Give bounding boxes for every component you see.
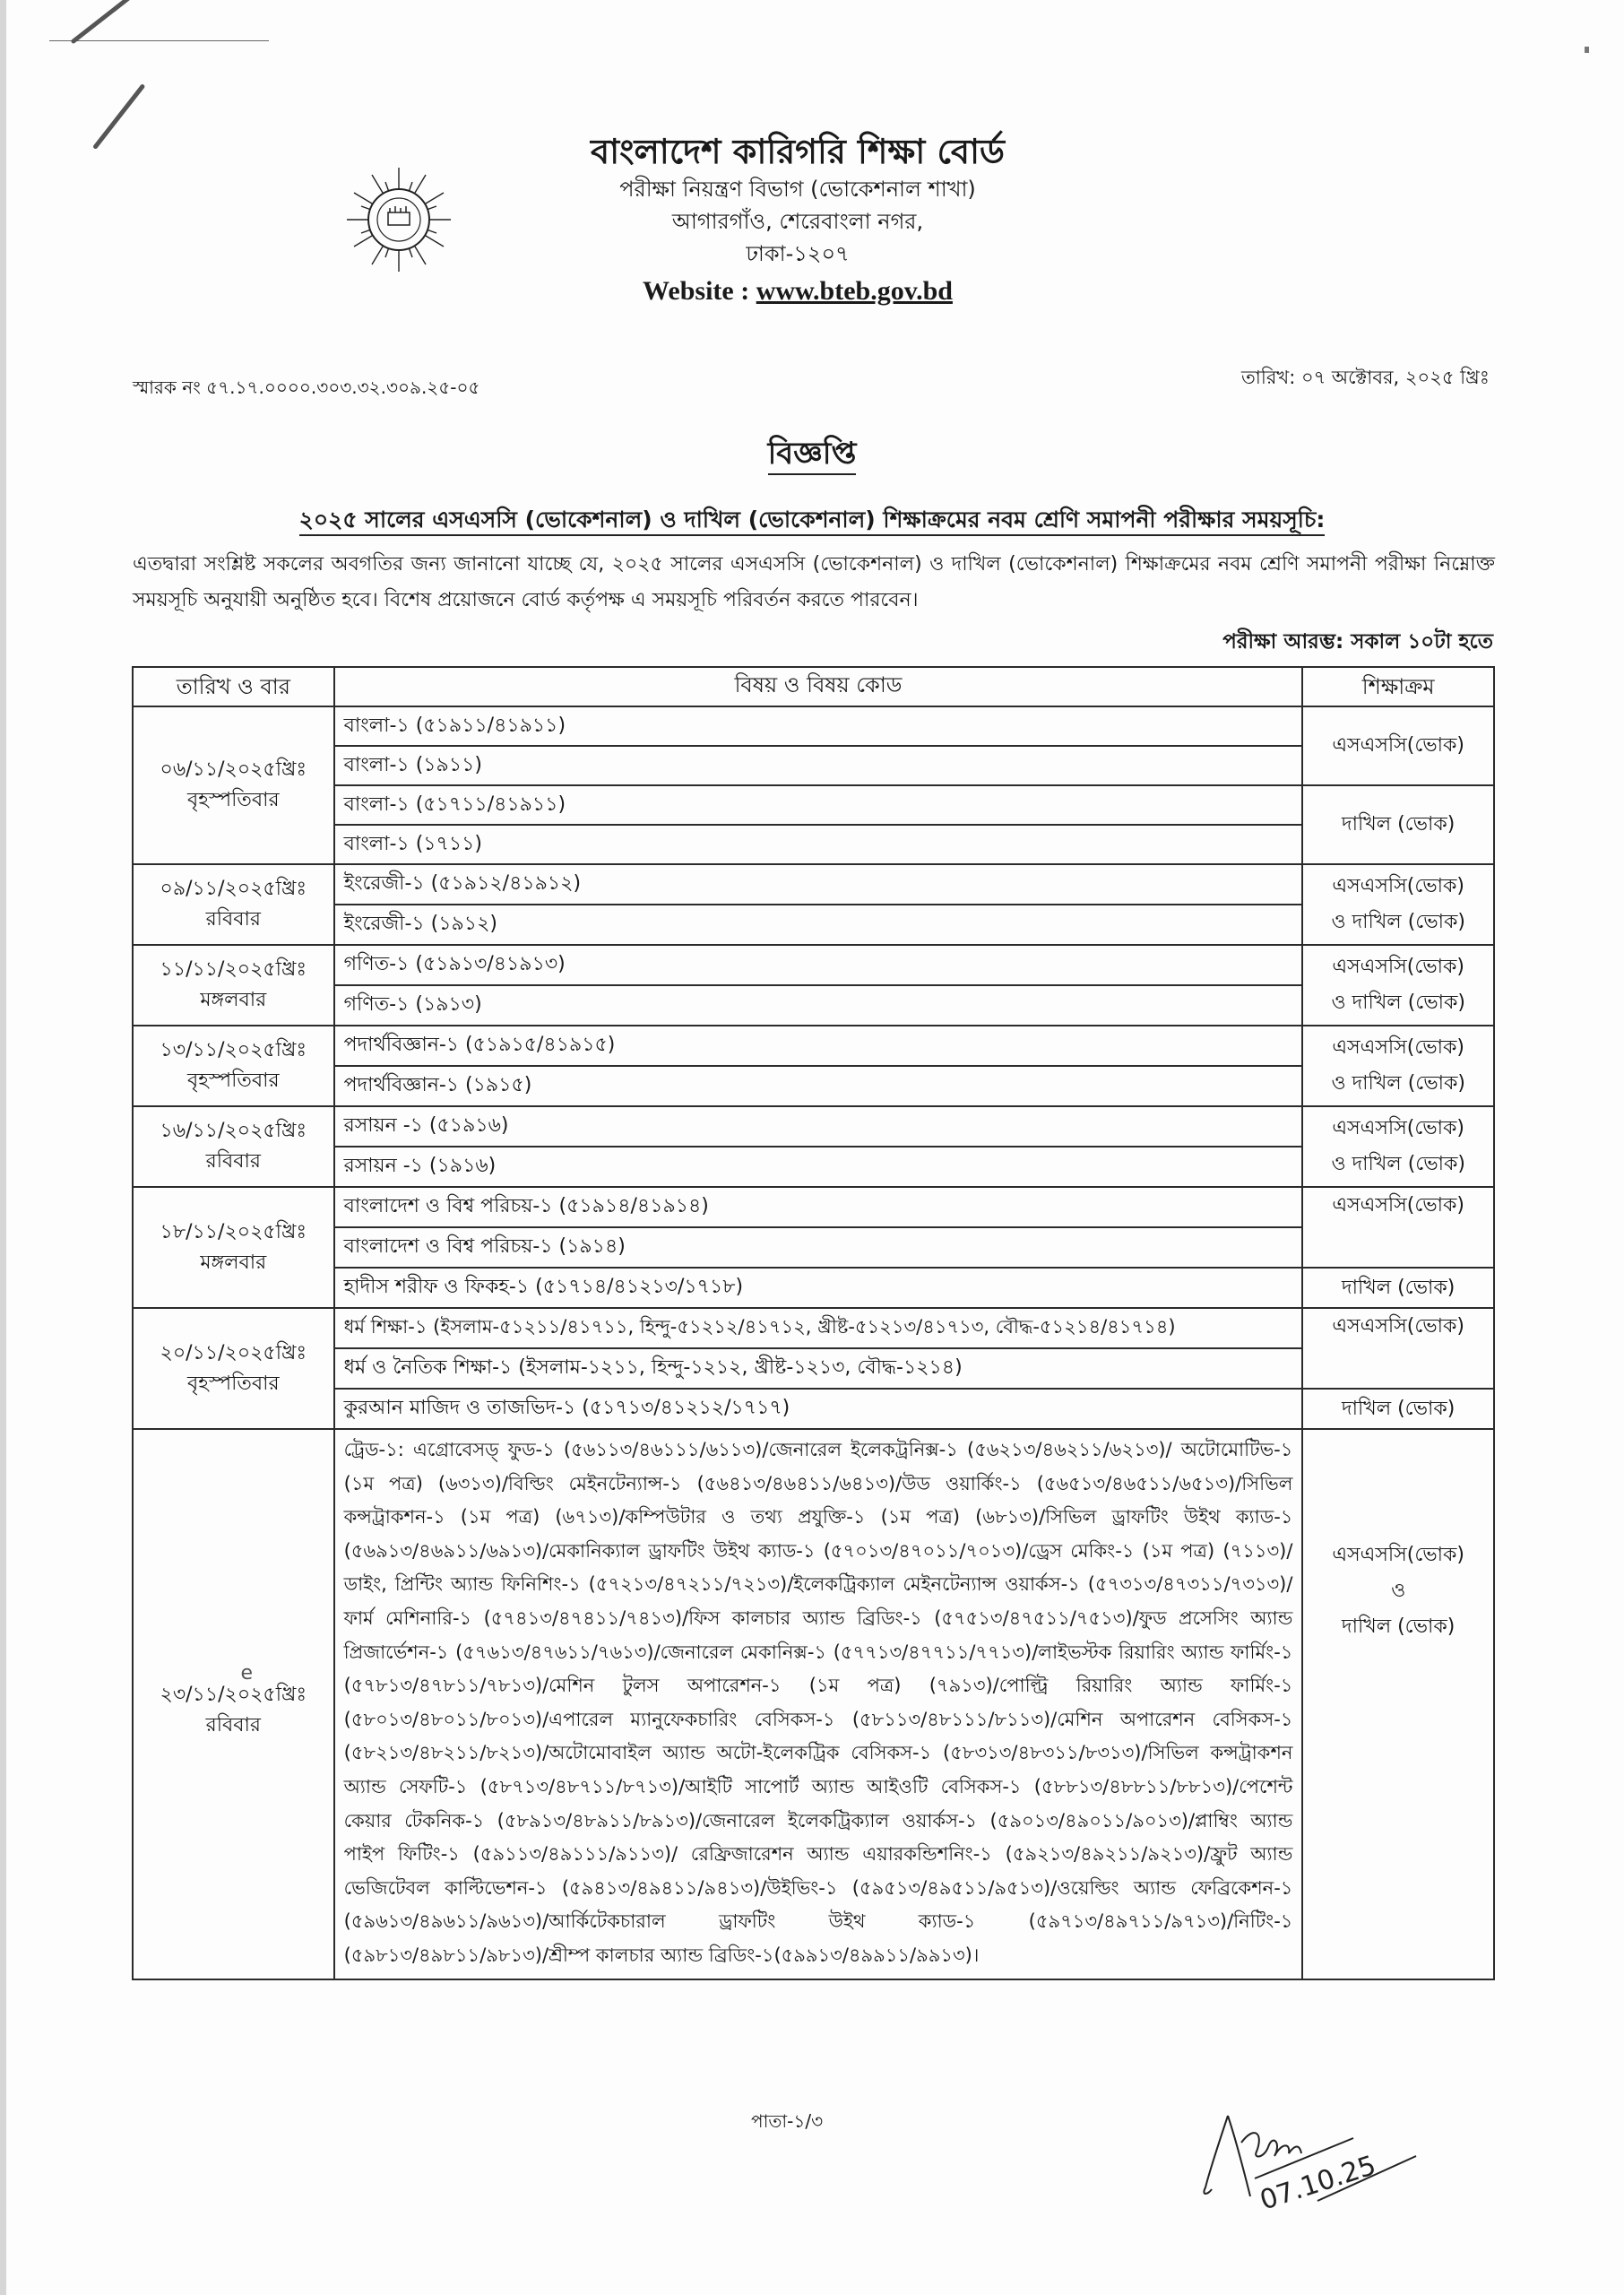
table-row bbox=[133, 1389, 1494, 1429]
table-row bbox=[133, 785, 1494, 825]
table-row bbox=[133, 1429, 1494, 1979]
issue-date: তারিখ: ০৭ অক্টোবর, ২০২৫ খ্রিঃ bbox=[1241, 367, 1490, 388]
exam-day: মঙ্গলবার bbox=[200, 1251, 267, 1274]
exam-start-time: পরীক্ষা আরম্ভ: সকাল ১০টা হতে bbox=[1222, 630, 1493, 654]
subject-cell: বাংলা-১ (১৯১১) bbox=[334, 746, 1303, 785]
website bbox=[502, 272, 1093, 311]
curriculum-line: এসএসসি(ভোক) bbox=[1332, 1036, 1465, 1059]
table-row bbox=[133, 746, 1494, 785]
curriculum-cell bbox=[1302, 1106, 1494, 1187]
table-row bbox=[133, 945, 1494, 985]
date-cell bbox=[133, 1106, 334, 1187]
table-row bbox=[133, 1187, 1494, 1227]
table-row bbox=[133, 1066, 1494, 1106]
exam-day: রবিবার bbox=[205, 1713, 261, 1736]
subject-cell: বাংলাদেশ ও বিশ্ব পরিচয়-১ (১৯১৪) bbox=[334, 1227, 1303, 1268]
curriculum-cell: দাখিল (ভোক) bbox=[1302, 1268, 1494, 1308]
table-row bbox=[133, 864, 1494, 905]
exam-date: ২৩/১১/২০২৫খ্রিঃ bbox=[160, 1683, 307, 1706]
pen-mark bbox=[92, 83, 145, 150]
exam-date: ২০/১১/২০২৫খ্রিঃ bbox=[160, 1341, 307, 1364]
curriculum-line: ও দাখিল (ভোক) bbox=[1331, 992, 1465, 1014]
exam-date: ১১/১১/২০২৫খ্রিঃ bbox=[160, 958, 307, 981]
notice-subject bbox=[0, 502, 1624, 541]
table-row bbox=[133, 706, 1494, 746]
header-curriculum: শিক্ষাক্রম bbox=[1302, 667, 1494, 706]
subject-cell: রসায়ন -১ (৫১৯১৬) bbox=[334, 1106, 1303, 1147]
table-row bbox=[133, 1147, 1494, 1187]
exam-date: ১৮/১১/২০২৫খ্রিঃ bbox=[160, 1220, 307, 1243]
notice-body: এতদ্বারা সংশ্লিষ্ট সকলের অবগতির জন্য জানানো যাচ্ছে যে, ২০২৫ সালের এসএসসি (ভোকেশনাল) ও দাখিল (ভোকেশনাল) শিক্ষাক্রমের নবম শ্রেণি সমাপনী পরীক্ষা নিম্নোক্ত সময়সূচি অনুযায়ী অনুষ্ঠিত হবে। বিশেষ প্রয়োজনে বোর্ড কর্তৃপক্ষ এ সময়সূচি পরিবর্তন করতে পারবেন। bbox=[133, 553, 1495, 611]
org-name: বাংলাদেশ কারিগরি শিক্ষা বোর্ড bbox=[590, 132, 1006, 171]
signature-date: 07.10.25 bbox=[1256, 2150, 1380, 2217]
scan-speck bbox=[1585, 47, 1589, 53]
bteb-emblem-icon bbox=[345, 166, 453, 273]
curriculum-cell: এসএসসি(ভোক) bbox=[1302, 1187, 1494, 1268]
website-label: Website : bbox=[643, 276, 756, 306]
curriculum-line: এসএসসি(ভোক) bbox=[1332, 956, 1465, 978]
date-cell bbox=[133, 706, 334, 864]
date-cell bbox=[133, 1308, 334, 1429]
date-cell bbox=[133, 945, 334, 1026]
subject-cell: রসায়ন -১ (১৯১৬) bbox=[334, 1147, 1303, 1187]
exam-day: বৃহস্পতিবার bbox=[187, 1070, 280, 1092]
table-row bbox=[133, 905, 1494, 945]
pen-mark bbox=[70, 0, 143, 44]
table-row bbox=[133, 1308, 1494, 1348]
exam-date: ১৩/১১/২০২৫খ্রিঃ bbox=[160, 1039, 307, 1061]
curriculum-cell bbox=[1302, 1429, 1494, 1979]
date-cell bbox=[133, 1187, 334, 1308]
table-row bbox=[133, 1268, 1494, 1308]
curriculum-line: ও bbox=[1391, 1580, 1406, 1602]
notice-subject-text: ২০২৫ সালের এসএসসি (ভোকেশনাল) ও দাখিল (ভোকেশনাল) শিক্ষাক্রমের নবম শ্রেণি সমাপনী পরীক্ষার সময়সূচি: bbox=[299, 507, 1326, 536]
exam-day: রবিবার bbox=[205, 1150, 261, 1173]
department: পরীক্ষা নিয়ন্ত্রণ বিভাগ (ভোকেশনাল শাখা) bbox=[619, 177, 976, 202]
curriculum-cell bbox=[1302, 864, 1494, 945]
date-cell bbox=[133, 1429, 334, 1979]
page-number: পাতা-১/৩ bbox=[751, 2110, 824, 2132]
top-rule-line bbox=[49, 40, 269, 41]
curriculum-cell: দাখিল (ভোক) bbox=[1302, 785, 1494, 864]
curriculum-line: ও দাখিল (ভোক) bbox=[1331, 1072, 1465, 1095]
subject-cell: ইংরেজী-১ (১৯১২) bbox=[334, 905, 1303, 945]
subject-cell: গণিত-১ (১৯১৩) bbox=[334, 985, 1303, 1026]
subject-cell: ধর্ম ও নৈতিক শিক্ষা-১ (ইসলাম-১২১১, হিন্দু-১২১২, খ্রীষ্ট-১২১৩, বৌদ্ধ-১২১৪) bbox=[334, 1348, 1303, 1389]
table-row bbox=[133, 1026, 1494, 1066]
curriculum-cell: এসএসসি(ভোক) bbox=[1302, 706, 1494, 785]
subject-cell: বাংলা-১ (৫১৭১১/৪১৯১১) bbox=[334, 785, 1303, 825]
header-subject-code: বিষয় ও বিষয় কোড bbox=[334, 667, 1303, 706]
address-line-1: আগারগাঁও, শেরেবাংলা নগর, bbox=[671, 209, 924, 234]
exam-date: ০৬/১১/২০২৫খ্রিঃ bbox=[160, 758, 307, 781]
curriculum-line: ও দাখিল (ভোক) bbox=[1331, 1153, 1465, 1175]
subject-cell: বাংলা-১ (৫১৯১১/৪১৯১১) bbox=[334, 706, 1303, 746]
website-link[interactable]: www.bteb.gov.bd bbox=[756, 276, 953, 306]
curriculum-line: ও দাখিল (ভোক) bbox=[1331, 911, 1465, 933]
subject-cell: কুরআন মাজিদ ও তাজভিদ-১ (৫১৭১৩/৪১২১২/১৭১৭) bbox=[334, 1389, 1303, 1429]
exam-day: বৃহস্পতিবার bbox=[187, 789, 280, 811]
signature-icon bbox=[1201, 2107, 1434, 2223]
address-line-2: ঢাকা-১২০৭ bbox=[746, 241, 850, 266]
curriculum-cell bbox=[1302, 1026, 1494, 1106]
subject-cell: পদার্থবিজ্ঞান-১ (৫১৯১৫/৪১৯১৫) bbox=[334, 1026, 1303, 1066]
table-row bbox=[133, 825, 1494, 864]
curriculum-cell: এসএসসি(ভোক) bbox=[1302, 1308, 1494, 1389]
table-row bbox=[133, 985, 1494, 1026]
exam-date: ১৬/১১/২০২৫খ্রিঃ bbox=[160, 1120, 307, 1142]
table-row bbox=[133, 1348, 1494, 1389]
curriculum-cell: দাখিল (ভোক) bbox=[1302, 1389, 1494, 1429]
subject-cell: ইংরেজী-১ (৫১৯১২/৪১৯১২) bbox=[334, 864, 1303, 905]
subject-cell: গণিত-১ (৫১৯১৩/৪১৯১৩) bbox=[334, 945, 1303, 985]
curriculum-line: এসএসসি(ভোক) bbox=[1332, 1117, 1465, 1139]
table-row bbox=[133, 1227, 1494, 1268]
notice-title bbox=[0, 430, 1624, 481]
exam-day: মঙ্গলবার bbox=[200, 989, 267, 1011]
subject-cell: বাংলাদেশ ও বিশ্ব পরিচয়-১ (৫১৯১৪/৪১৯১৪) bbox=[334, 1187, 1303, 1227]
curriculum-line: এসএসসি(ভোক) bbox=[1332, 875, 1465, 897]
scan-edge bbox=[0, 0, 6, 2295]
header-date-day: তারিখ ও বার bbox=[133, 667, 334, 706]
subject-cell: পদার্থবিজ্ঞান-১ (১৯১৫) bbox=[334, 1066, 1303, 1106]
table-header-row bbox=[133, 667, 1494, 706]
curriculum-cell bbox=[1302, 945, 1494, 1026]
letterhead bbox=[502, 130, 1093, 311]
date-cell bbox=[133, 1026, 334, 1106]
date-cell bbox=[133, 864, 334, 945]
exam-day: রবিবার bbox=[205, 908, 261, 931]
notice-title-text: বিজ্ঞপ্তি bbox=[768, 436, 857, 475]
table-row bbox=[133, 1106, 1494, 1147]
exam-schedule-table bbox=[132, 666, 1495, 1980]
exam-day: বৃহস্পতিবার bbox=[187, 1372, 280, 1395]
memo-number: স্মারক নং ৫৭.১৭.০০০০.৩০৩.৩২.৩০৯.২৫-০৫ bbox=[133, 377, 480, 398]
subject-cell: বাংলা-১ (১৭১১) bbox=[334, 825, 1303, 864]
curriculum-line: এসএসসি(ভোক) bbox=[1332, 1544, 1465, 1566]
curriculum-line: দাখিল (ভোক) bbox=[1342, 1615, 1456, 1638]
subject-cell: হাদীস শরীফ ও ফিকহ-১ (৫১৭১৪/৪১২১৩/১৭১৮) bbox=[334, 1268, 1303, 1308]
handwritten-mark: e bbox=[240, 1661, 254, 1684]
subject-cell: ধর্ম শিক্ষা-১ (ইসলাম-৫১২১১/৪১৭১১, হিন্দু-৫১২১২/৪১৭১২, খ্রীষ্ট-৫১২১৩/৪১৭১৩, বৌদ্ধ-৫১২১৪/৪১৭১৪) bbox=[334, 1308, 1303, 1348]
trade-subjects-cell: ট্রেড-১: এগ্রোবেসড্ ফুড-১ (৫৬১১৩/৪৬১১১/৬১১৩)/জেনারেল ইলেকট্রনিক্স-১ (৫৬২১৩/৪৬২১১/৬২১৩)/ অটোমোটিভ-১ (১ম পত্র) (৬৩১৩)/বিল্ডিং মেইনটেন্যান্স-১ (৫৬৪১৩/৪৬৪১১/৬৪১৩)/উড ওয়ার্কিং-১ (৫৬৫১৩/৪৬৫১১/৬৫১৩)/সিভিল কন্সট্রাকশন-১ (১ম পত্র) (৬৭১৩)/কম্পিউটার ও তথ্য প্রযুক্তি-১ (১ম পত্র) (৬৮১৩)/সিভিল ড্রাফটিং উইথ ক্যাড-১ (৫৬৯১৩/৪৬৯১১/৬৯১৩)/মেকানিক্যাল ড্রাফটিং উইথ ক্যাড-১ (৫৭০১৩/৪৭০১১/৭০১৩)/ড্রেস মেকিং-১ (১ম পত্র) (৭১১৩)/ডাইং, প্রিন্টিং অ্যান্ড ফিনিশিং-১ (৫৭২১৩/৪৭২১১/৭২১৩)/ইলেকট্রিক্যাল মেইনটেন্যান্স ওয়ার্কস-১ (৫৭৩১৩/৪৭৩১১/৭৩১৩)/ফার্ম মেশিনারি-১ (৫৭৪১৩/৪৭৪১১/৭৪১৩)/ফিস কালচার অ্যান্ড ব্রিডিং-১ (৫৭৫১৩/৪৭৫১১/৭৫১৩)/ফুড প্রসেসিং অ্যান্ড প্রিজার্ভেশন-১ (৫৭৬১৩/৪৭৬১১/৭৬১৩)/জেনারেল মেকানিক্স-১ (৫৭৭১৩/৪৭৭১১/৭৭১৩)/লাইভস্টক রিয়ারিং অ্যান্ড ফার্মিং-১ (৫৭৮১৩/৪৭৮১১/৭৮১৩)/মেশিন টুলস অপারেশন-১ (১ম পত্র) (৭৯১৩)/পোল্ট্রি রিয়ারিং অ্যান্ড ফার্মিং-১ (৫৮০১৩/৪৮০১১/৮০১৩)/এপারেল ম্যানুফেকচারিং বেসিকস-১ (৫৮১১৩/৪৮১১১/৮১১৩)/মেশিন অপারেশন বেসিকস-১ (৫৮২১৩/৪৮২১১/৮২১৩)/অটোমোবাইল অ্যান্ড অটো-ইলেকট্রিক বেসিকস-১ (৫৮৩১৩/৪৮৩১১/৮৩১৩)/সিভিল কন্সট্রাকশন অ্যান্ড সেফটি-১ (৫৮৭১৩/৪৮৭১১/৮৭১৩)/আইটি সাপোর্ট অ্যান্ড আইওটি বেসিকস-১ (৫৮৮১৩/৪৮৮১১/৮৮১৩)/পেশেন্ট কেয়ার টেকনিক-১ (৫৮৯১৩/৪৮৯১১/৮৯১৩)/জেনারেল ইলেকট্রিক্যাল ওয়ার্কস-১ (৫৯০১৩/৪৯০১১/৯০১৩)/প্লাম্বিং অ্যান্ড পাইপ ফিটিং-১ (৫৯১১৩/৪৯১১১/৯১১৩)/ রেফ্রিজারেশন অ্যান্ড এয়ারকন্ডিশনিং-১ (৫৯২১৩/৪৯২১১/৯২১৩)/ফ্রুট অ্যান্ড ভেজিটেবল কাল্টিভেশন-১ (৫৯৪১৩/৪৯৪১১/৯৪১৩)/উইভিং-১ (৫৯৫১৩/৪৯৫১১/৯৫১৩)/ওয়েল্ডিং অ্যান্ড ফেব্রিকেশন-১ (৫৯৬১৩/৪৯৬১১/৯৬১৩)/আর্কিটেকচারাল ড্রাফটিং উইথ ক্যাড-১ (৫৯৭১৩/৪৯৭১১/৯৭১৩)/নিটিং-১ (৫৯৮১৩/৪৯৮১১/৯৮১৩)/শ্রীম্প কালচার অ্যান্ড ব্রিডিং-১(৫৯৯১৩/৪৯৯১১/৯৯১৩)। bbox=[334, 1429, 1303, 1979]
exam-date: ০৯/১১/২০২৫খ্রিঃ bbox=[160, 878, 307, 900]
